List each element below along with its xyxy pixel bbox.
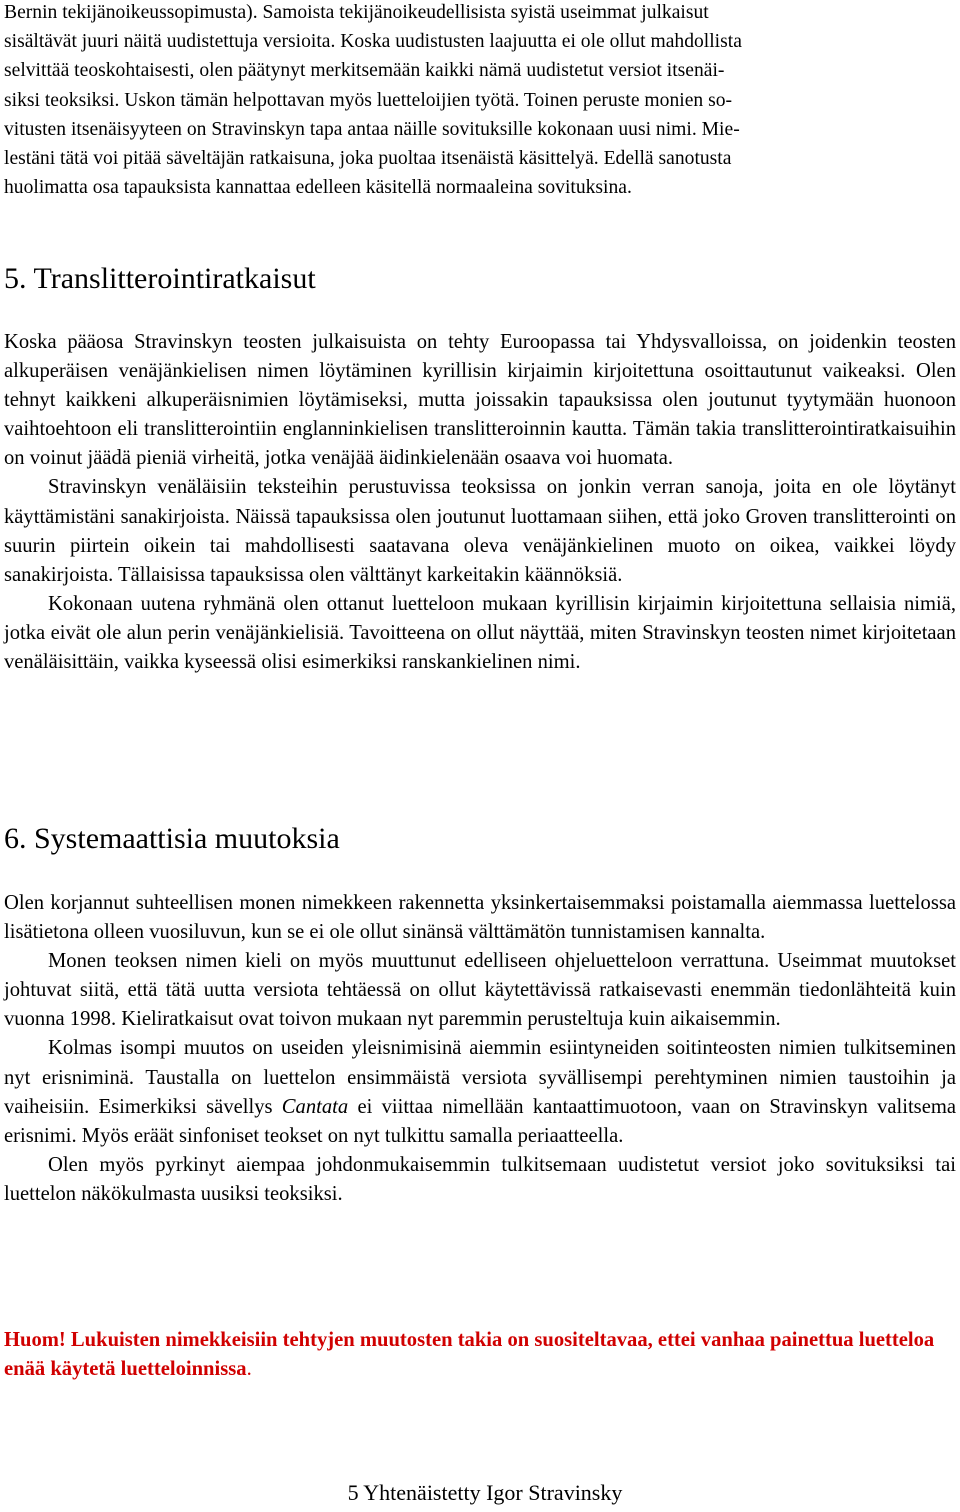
intro-line: vitusten itsenäisyyteen on Stravinskyn tapa antaa näille sovituksille kokonaan uusi nimi. Mie-	[4, 118, 740, 140]
warning-text: Huom! Lukuisten nimekkeisiin tehtyjen muutosten takia on suositeltavaa, ettei vanhaa painettua luetteloa enää käytetä luetteloinnissa	[4, 1329, 935, 1381]
paragraph: Kokonaan uutena ryhmänä olen ottanut luetteloon mukaan kyrillisin kirjaimin kirjoitettuna sellaisia nimiä, jotka eivät ole alun perin venäjänkielisiä. Tavoitteena on ollut näyttää, miten Stravinskyn teosten nimet kirjoitetaan venäläisittäin, vaikka kyseessä olisi esimerkiksi ranskankielinen nimi.	[4, 592, 956, 674]
intro-paragraph	[4, 0, 960, 202]
paragraph-text: Kolmas isompi muutos on useiden yleisnimisinä aiemmin esiintyneiden soitinteosten nimien tulkitseminen nyt erisniminä. Taustalla on luettelon ensimmäistä versiota syvällisempi perehtyminen nimien taustoihin ja vaiheisiin. Esimerkiksi sävellys	[4, 1037, 956, 1118]
intro-line: huolimatta osa tapauksista kannattaa edelleen käsitellä normaaleina sovituksina.	[4, 177, 632, 199]
paragraph: Olen korjannut suhteellisen monen nimekkeen rakennetta yksinkertaisemmaksi poistamalla aiemmassa luettelossa lisätietona olleen vuosiluvun, kun se ei ole ollut sinänsä välttämätön tunnistamisen kannalta.	[4, 892, 956, 944]
paragraph: Olen myös pyrkinyt aiempaa johdonmukaisemmin tulkitsemaan uudistetut versiot joko sovituksiksi tai luettelon näkökulmasta uusiksi teoksiksi.	[4, 1153, 956, 1205]
intro-line: Bernin tekijänoikeussopimusta). Samoista tekijänoikeudellisista syistä useimmat julkaisut	[4, 2, 709, 23]
intro-line: siksi teoksiksi. Uskon tämän helpottavan myös luetteloijien työtä. Toinen peruste monien so-	[4, 89, 733, 111]
intro-line: selvittää teoskohtaisesti, olen päätynyt merkitsemään kaikki nämä uudistetut versiot itsenäi-	[4, 60, 725, 82]
section-6-heading: 6. Systemaattisia muutoksia	[4, 822, 340, 855]
paragraph-text: ei viittaa nimellään kantaattimuotoon, vaan on Stravinskyn valitsema erisnimi. Myös eräät sinfoniset teokset on nyt tulkittu samalla periaatteella.	[4, 1095, 956, 1147]
italic-work-title: Cantata	[281, 1095, 349, 1118]
paragraph-with-italic	[4, 1034, 956, 1150]
section-5-heading: 5. Translitterointiratkaisut	[4, 262, 316, 295]
paragraph: Koska pääosa Stravinskyn teosten julkaisuista on tehty Euroopassa tai Yhdysvalloissa, on joidenkin teosten alkuperäisen venäjänkielisen nimen löytäminen kyrillisin kirjaimin kirjoitettuna osoittautunut vaikeaksi. Olen tehnyt kaikkeni alkuperäisnimien löytämiseksi, mutta joissakin tapauksissa olen joutunut tyytymään huonoon vaihtoehtoon eli translitterointiin englanninkielisen translitteroinnin kautta. Tämän takia translitterointiratkaisuihin on voinut jäädä pieniä virheitä, jotka venäjää äidinkielenään osaava voi huomata.	[4, 331, 956, 470]
warning-period: .	[246, 1358, 252, 1381]
section-6-body	[4, 889, 956, 1209]
paragraph: Monen teoksen nimen kieli on myös muuttunut edelliseen ohjeluetteloon verrattuna. Useimmat muutokset johtuvat siitä, että tätä uutta versiota tehtäessä on ollut käytettävissä ratkaisevasti enemmän tiedonlähteitä kuin vuonna 1998. Kieliratkaisut ovat toivon mukaan nyt paremmin perusteltuja kuin aikaisemmin.	[4, 950, 956, 1031]
intro-line: sisältävät juuri näitä uudistettuja versioita. Koska uudistusten laajuutta ei ole ollut mahdollista	[4, 31, 742, 53]
page-footer: 5 Yhtenäistetty Igor Stravinsky	[347, 1480, 623, 1505]
section-5-body	[4, 328, 956, 677]
paragraph: Stravinskyn venäläisiin teksteihin perustuvissa teoksissa on jonkin verran sanoja, joita en ole löytänyt käyttämistäni sanakirjoista. Näissä tapauksissa olen joutunut luottamaan siihen, että joko Groven translitterointi on suurin piirtein oikein tai mahdollisesti saatavana oleva venäjänkielinen muoto on oikea, vaikkei löydy sanakirjoista. Tällaisissa tapauksissa olen välttänyt karkeitakin käännöksiä.	[4, 476, 956, 586]
warning-note	[4, 1326, 956, 1384]
intro-line: lestäni tätä voi pitää säveltäjän ratkaisuna, joka puoltaa itsenäistä käsittelyä. Edellä sanotusta	[4, 148, 732, 170]
